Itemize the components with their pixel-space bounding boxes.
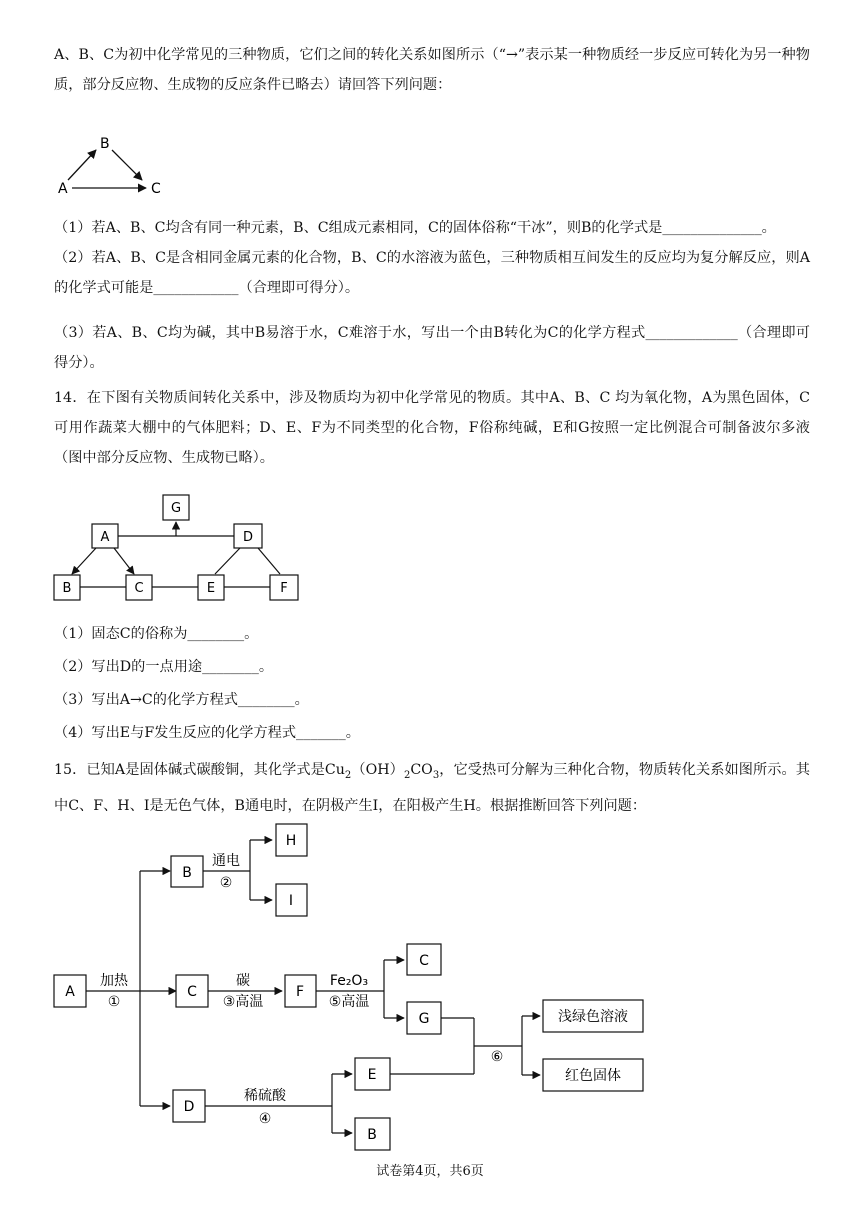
q15-label-carbon: 碳 [236, 973, 250, 989]
q15-node-d: D [183, 1099, 195, 1115]
q13-arrow-bc [112, 150, 142, 180]
q15-node-red-solid: 红色固体 [565, 1068, 621, 1084]
q15-node-e: E [367, 1067, 377, 1083]
q15-label-electrolysis: 通电 [212, 853, 240, 869]
q15-label-heat: 加热 [100, 973, 128, 989]
q14-node-c: C [134, 581, 144, 596]
q15-intro: 15．已知A是固体碱式碳酸铜，其化学式是$Cu_2(OH)_2CO_3$，它受热可分解为三种化合物，物质转化关系如图所示。其中C、F、H、I是无色气体，B通电时，在阴极产生I，在阳极产生H。根据推断回答下列问题： [54, 762, 810, 814]
q13-sub2: （2）若A、B、C是含相同金属元素的化合物，B、C的水溶液为蓝色，三种物质相互间发生的反应均为复分解反应，则A的化学式可能是____________（合理即可得分）。 [54, 250, 810, 296]
q15-node-c: C [187, 984, 197, 1000]
q15-node-b: B [182, 865, 192, 881]
q13-sub1: （1）若A、B、C均含有同一种元素，B、C组成元素相同，C的固体俗称“干冰”，则B的化学式是______________。 [54, 220, 776, 236]
q13-node-c: C [151, 181, 161, 197]
q14-sub3: （3）写出A→C的化学方程式________。 [54, 692, 309, 708]
q15-node-i: I [288, 893, 294, 909]
q15-label-n1: ① [107, 994, 121, 1010]
q14-node-e: E [206, 581, 216, 596]
page-footer: 试卷第4页，共6页 [376, 1164, 484, 1179]
q15-label-n3: ③高温 [222, 994, 264, 1010]
q14-node-a: A [100, 530, 110, 545]
q15-node-a: A [65, 984, 75, 1000]
q13-node-a: A [58, 181, 68, 197]
q14-node-f: F [280, 581, 288, 596]
q15-node-c2: C [419, 953, 429, 969]
q15-label-n2: ② [219, 875, 233, 891]
q14-sub4: （4）写出E与F发生反应的化学方程式_______。 [54, 725, 360, 741]
q15-label-n5: ⑤高温 [328, 994, 370, 1010]
q15-node-b2: B [367, 1127, 377, 1143]
q13-intro: A、B、C为初中化学常见的三种物质，它们之间的转化关系如图所示（“→”表示某一种物质经一步反应可转化为另一种物质，部分反应物、生成物的反应条件已略去）请回答下列问题： [54, 47, 810, 93]
q13-node-b: B [100, 136, 110, 152]
q13-arrow-ab [68, 150, 96, 180]
q14-node-g: G [170, 501, 182, 516]
q15-node-green-solution: 浅绿色溶液 [558, 1009, 628, 1025]
q14-sub1: （1）固态C的俗称为________。 [54, 626, 259, 642]
q15-node-f: F [295, 984, 305, 1000]
q13-diagram [58, 136, 161, 197]
q15-label-n4: ④ [258, 1111, 272, 1127]
q14-intro: 14．在下图有关物质间转化关系中，涉及物质均为初中化学常见的物质。其中A、B、C 均为氧化物，A为黑色固体，C可用作蔬菜大棚中的气体肥料；D、E、F为不同类型的化合物，F俗称纯碱，E和G按照一定比例混合可制备波尔多液（图中部分反应物、生成物已略）。 [54, 390, 810, 466]
q15-node-h: H [285, 833, 297, 849]
q15-label-fe2o3: Fe₂O₃ [329, 973, 369, 989]
q14-diagram [54, 495, 298, 600]
q15-label-n6: ⑥ [490, 1049, 504, 1065]
q14-sub2: （2）写出D的一点用途________。 [54, 659, 274, 675]
q13-sub3: （3）若A、B、C均为碱，其中B易溶于水，C难溶于水，写出一个由B转化为C的化学方程式_____________（合理即可得分）。 [54, 325, 810, 371]
q14-node-b: B [62, 581, 72, 596]
q15-label-acid: 稀硫酸 [244, 1088, 286, 1104]
q15-diagram [54, 824, 643, 1150]
q14-node-d: D [242, 530, 254, 545]
q15-node-g: G [418, 1011, 430, 1027]
